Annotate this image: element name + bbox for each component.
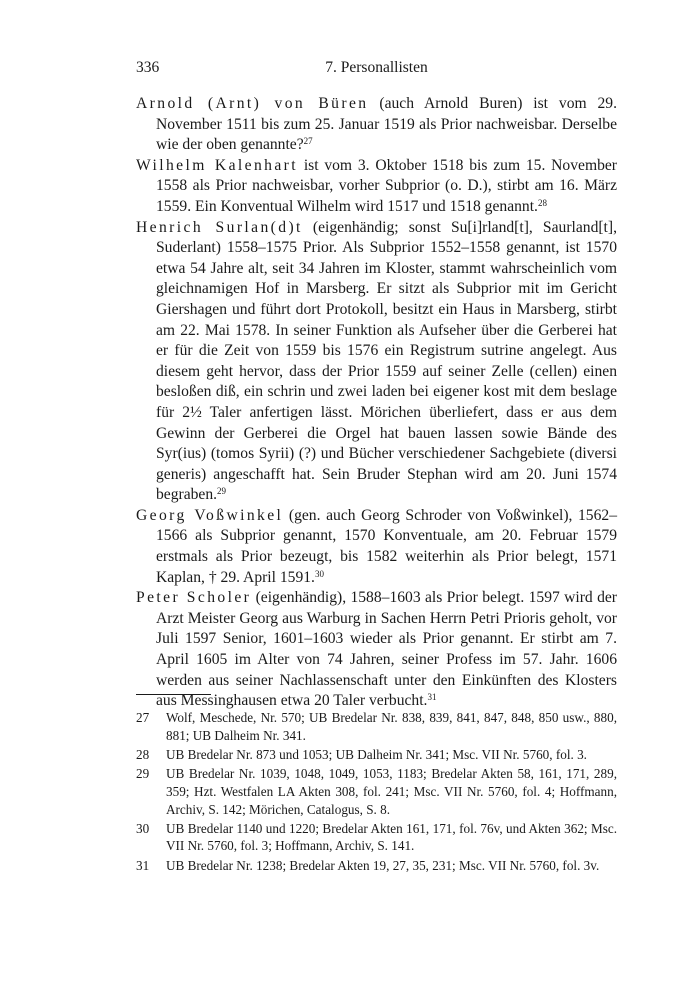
entry-text: (eigenhändig; sonst Su[i]rland[t], Saurland[t], Suderlant) 1558–1575 Prior. Als Subprior 1552–1558 genannt, ist 1570 etwa 54 Jahre alt, seit 34 Jahren im Kloster, stammt wahrscheinlich vom gleichnamigen Hof in Marsberg. Er sitzt als Subprior mit im Gericht Giershagen und führt dort Protokoll, besitzt ein Haus in Marsberg, stirbt am 22. Mai 1578. In seiner Funktion als Aufseher über die Gerberei hat er für die Zeit von 1559 bis 1576 ein Registrum sutrine angelegt. Aus diesem geht hervor, dass der Prior 1559 auf seiner Zelle (cellen) einen besloßen diß, ein schrin und zwei laden bei eigener kost mit dem beslage für 2½ Taler anfertigen lässt. Mörichen überliefert, dass er aus dem Gewinn der Gerberei die Orgel hat bauen lassen sowie Bände des Syr(ius) (tomos Syrii) (?) und Bücher verschiedener Sachgebiete (diversi generis) angeschafft hat. Sein Bruder Stephan wird am 20. Juni 1574 begraben. [156,218,617,504]
prior-entry [136,506,617,588]
footnote-text: UB Bredelar Nr. 873 und 1053; UB Dalheim Nr. 341; Msc. VII Nr. 5760, fol. 3. [166,746,587,762]
main-text [136,94,617,712]
person-name: Georg Voßwinkel [136,506,284,524]
running-header [136,59,617,83]
prior-entry [136,156,617,218]
footnotes [136,709,617,876]
entry-text: (gen. auch Georg Schroder von Voßwinkel), 1562–1566 als Subprior genannt, 1570 Konventuale, am 20. Februar 1579 erstmals als Prior bezeugt, bis 1582 weiterhin als Prior belegt, 1571 Kaplan, † 29. April 1591. [156,506,617,586]
footnote-ref[interactable]: 31 [427,692,437,703]
footnote-number: 31 [136,857,150,873]
footnote [136,709,617,744]
running-title: 7. Personallisten [325,59,428,76]
footnote [136,857,617,875]
entry-text: (eigenhändig), 1588–1603 als Prior belegt. 1597 wird der Arzt Meister Georg aus Warburg in Sachen Herrn Petri Prioris geholt, vor Juli 1597 Senior, 1601–1603 wieder als Prior genannt. Er stirbt am 7. April 1605 im Alter von 74 Jahren, seiner Profess im 57. Jahr. 1606 werden aus seiner Nachlassenschaft unter den Einkünften des Klosters aus Messinghausen etwa 20 Taler verbucht. [156,589,618,710]
footnote-text: UB Bredelar Nr. 1039, 1048, 1049, 1053, 1183; Bredelar Akten 58, 161, 171, 289, 359; Hzt. Westfalen LA Akten 308, fol. 241; Msc. VII Nr. 5760, fol. 4; Hoffmann, Archiv, S. 142; Mörichen, Catalogus, S. 8. [166,766,617,817]
person-name: Henrich Surlan(d)t [136,218,303,236]
footnote [136,820,617,855]
footnote-separator [136,694,211,695]
person-name: Peter Scholer [136,589,252,607]
footnote [136,746,617,764]
footnote-number: 30 [136,820,150,836]
page-number: 336 [136,59,160,76]
footnote-ref[interactable]: 29 [217,486,227,497]
footnote-ref[interactable]: 30 [314,568,324,579]
footnote-number: 28 [136,746,150,762]
prior-entry [136,94,617,156]
person-name: Wilhelm Kalenhart [136,156,299,174]
footnote-number: 29 [136,766,150,782]
footnote-text: UB Bredelar 1140 und 1220; Bredelar Akten 161, 171, fol. 76v, und Akten 362; Msc. VII Nr. 5760, fol. 3; Hoffmann, Archiv, S. 141. [166,820,617,854]
footnote [136,765,617,818]
footnote-ref[interactable]: 27 [303,136,313,147]
footnote-ref[interactable]: 28 [537,197,547,208]
entry-text: ist vom 3. Oktober 1518 bis zum 15. November 1558 als Prior nachweisbar, vorher Subprior (o. D.), stirbt am 16. März 1559. Ein Konventual Wilhelm wird 1517 und 1518 genannt. [156,156,617,215]
footnote-text: UB Bredelar Nr. 1238; Bredelar Akten 19, 27, 35, 231; Msc. VII Nr. 5760, fol. 3v. [166,857,600,873]
footnote-number: 27 [136,710,150,725]
footnote-text: Wolf, Meschede, Nr. 570; UB Bredelar Nr. 838, 839, 841, 847, 848, 850 usw., 880, 881; UB Dalheim Nr. 341. [166,710,617,743]
prior-entry [136,218,617,506]
person-name: Arnold (Arnt) von Büren [136,95,369,112]
entry-text: (auch Arnold Buren) ist vom 29. November 1511 bis zum 25. Januar 1519 als Prior nachweisbar. Derselbe wie der oben genannte? [156,95,617,154]
